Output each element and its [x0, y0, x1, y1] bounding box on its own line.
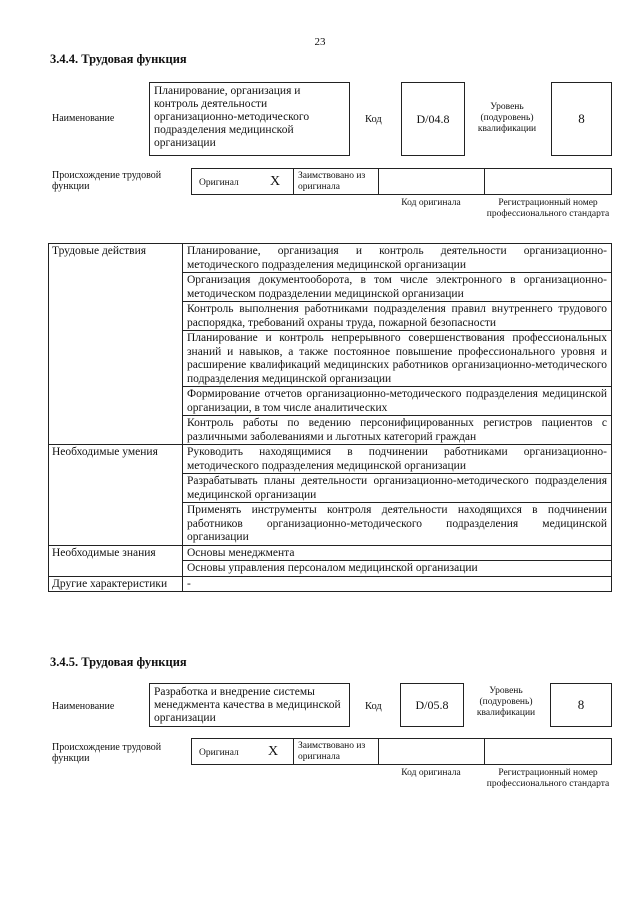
code-value: D/05.8: [415, 697, 449, 712]
knowledge-item: Основы управления персоналом медицинской организации: [183, 561, 612, 577]
action-item: Контроль выполнения работниками подразделения правил внутреннего трудового распорядка, требований охраны труда, пожарной безопасности: [183, 302, 612, 331]
skill-item: Разрабатывать планы деятельности организационно-методического подразделения медицинской организации: [183, 474, 612, 503]
borrowed-label: Заимствовано из оригинала: [298, 171, 366, 192]
name-label: Наименование: [52, 701, 115, 712]
level-value: 8: [577, 697, 585, 712]
name-label: Наименование: [52, 113, 115, 124]
original-label: Оригинал: [199, 178, 239, 188]
code-value: D/04.8: [416, 111, 450, 126]
code-original-label: Код оригинала: [401, 768, 461, 778]
reg-number-label: Регистрационный номер профессионального стандарта: [486, 768, 610, 789]
divider: [293, 168, 294, 195]
origin-label: Происхождение трудовой функции: [52, 742, 162, 764]
function-table: [48, 243, 612, 592]
other-label: Другие характеристики: [49, 576, 183, 592]
level-box: [550, 683, 612, 727]
level-value: 8: [578, 111, 585, 126]
code-original-label: Код оригинала: [401, 198, 461, 208]
section-heading: 3.4.4. Трудовая функция: [50, 52, 187, 66]
function-name-box: [149, 82, 350, 156]
page-number: 23: [314, 36, 326, 48]
function-name: Разработка и внедрение системы менеджмента качества в медицинской организации: [154, 686, 341, 724]
other-value: -: [183, 576, 612, 592]
function-name: Планирование, организация и контроль деятельности организационно-методического подразделения медицинской организации: [154, 85, 310, 149]
section-heading: 3.4.5. Трудовая функция: [50, 655, 187, 669]
divider: [293, 738, 294, 765]
skills-label: Необходимые умения: [49, 445, 183, 546]
code-label: Код: [365, 701, 382, 712]
divider: [484, 168, 485, 195]
reg-number-label: Регистрационный номер профессионального стандарта: [486, 198, 610, 219]
function-name-box: [149, 683, 350, 727]
skill-item: Применять инструменты контроля деятельности находящихся в подчинении работников организационно-методического подразделения медицинской организации: [183, 503, 612, 546]
divider: [378, 738, 379, 765]
divider: [378, 168, 379, 195]
divider: [484, 738, 485, 765]
action-item: Планирование, организация и контроль деятельности организационно-методического подразделения медицинской организации: [183, 244, 612, 273]
origin-row: [191, 168, 612, 195]
knowledge-label: Необходимые знания: [49, 545, 183, 576]
original-mark: X: [270, 174, 281, 189]
level-label: Уровень (подуровень) квалификации: [477, 102, 537, 134]
level-label: Уровень (подуровень) квалификации: [476, 686, 536, 718]
origin-label: Происхождение трудовой функции: [52, 170, 162, 192]
borrowed-label: Заимствовано из оригинала: [298, 741, 366, 762]
code-box: [400, 683, 464, 727]
origin-row: [191, 738, 612, 765]
action-item: Формирование отчетов организационно-методического подразделения медицинской организации, в том числе аналитических: [183, 387, 612, 416]
code-box: [401, 82, 465, 156]
original-label: Оригинал: [199, 748, 239, 758]
skill-item: Руководить находящимися в подчинении работниками организационно-методического подразделения медицинской организации: [183, 445, 612, 474]
original-mark: X: [268, 744, 279, 759]
code-label: Код: [365, 114, 382, 125]
action-item: Контроль работы по ведению персонифицированных регистров пациентов с различными заболеваниями и льготных категорий граждан: [183, 416, 612, 445]
knowledge-item: Основы менеджмента: [183, 545, 612, 561]
actions-label: Трудовые действия: [49, 244, 183, 445]
level-box: [551, 82, 612, 156]
action-item: Организация документооборота, в том числе электронного в организационно-методическом подразделении медицинской организации: [183, 273, 612, 302]
action-item: Планирование и контроль непрерывного совершенствования профессиональных знаний и навыков, а также постоянное повышение профессионального уровня и расширение квалификаций медицинских работников организационно-методического подразделения медицинской организации: [183, 331, 612, 387]
